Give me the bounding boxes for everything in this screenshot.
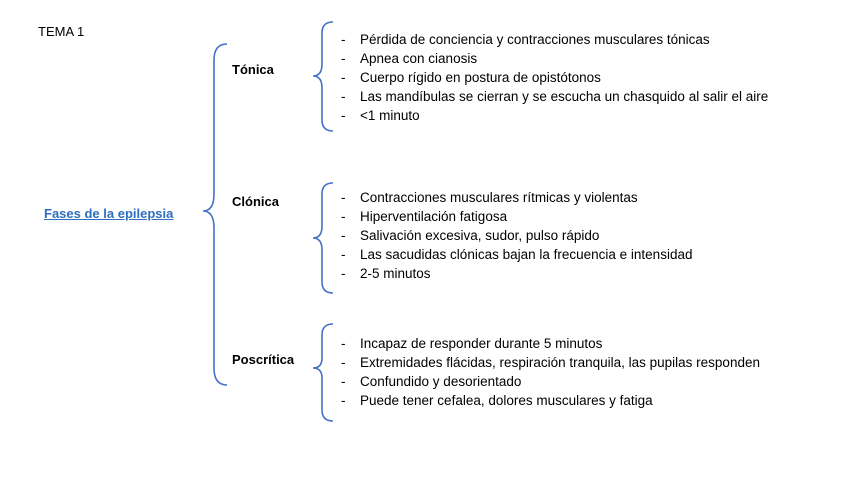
bullet-dash: - xyxy=(341,209,346,224)
bullet-dash: - xyxy=(341,247,346,262)
list-item-text: Apnea con cianosis xyxy=(360,51,478,66)
list-item-text: Extremidades flácidas, respiración tranquila, las pupilas responden xyxy=(360,355,760,370)
list-item-text: Confundido y desorientado xyxy=(360,374,522,389)
list-item-text: Las mandíbulas se cierran y se escucha un chasquido al salir el aire xyxy=(360,89,769,104)
poscritica-brace xyxy=(313,324,333,421)
bullet-dash: - xyxy=(341,374,346,389)
phase-label-clonica: Clónica xyxy=(232,194,279,209)
list-item-text: Pérdida de conciencia y contracciones musculares tónicas xyxy=(360,32,710,47)
bullet-dash: - xyxy=(341,70,346,85)
list-item-text: Puede tener cefalea, dolores musculares y fatiga xyxy=(360,393,653,408)
phase-label-tonica: Tónica xyxy=(232,62,274,77)
bullet-dash: - xyxy=(341,266,346,281)
bullet-dash: - xyxy=(341,393,346,408)
bullet-dash: - xyxy=(341,89,346,104)
root-topic-link[interactable]: Fases de la epilepsia xyxy=(44,206,174,221)
bullet-dash: - xyxy=(341,51,346,66)
bullet-dash: - xyxy=(341,108,346,123)
list-item-text: Contracciones musculares rítmicas y violentas xyxy=(360,190,638,205)
page-title: TEMA 1 xyxy=(38,24,85,39)
list-item-text: Cuerpo rígido en postura de opistótonos xyxy=(360,70,601,85)
clonica-brace xyxy=(313,183,333,293)
list-item-text: Las sacudidas clónicas bajan la frecuencia e intensidad xyxy=(360,247,693,262)
main-brace xyxy=(203,44,227,385)
list-item-text: 2-5 minutos xyxy=(360,266,431,281)
bullet-dash: - xyxy=(341,228,346,243)
bullet-dash: - xyxy=(341,336,346,351)
list-item-text: Hiperventilación fatigosa xyxy=(360,209,508,224)
list-item-text: Salivación excesiva, sudor, pulso rápido xyxy=(360,228,600,243)
bullet-dash: - xyxy=(341,32,346,47)
bullet-dash: - xyxy=(341,190,346,205)
phase-label-poscritica: Poscrítica xyxy=(232,352,295,367)
bullet-dash: - xyxy=(341,355,346,370)
list-item-text: Incapaz de responder durante 5 minutos xyxy=(360,336,603,351)
tonica-brace xyxy=(313,22,333,131)
list-item-text: <1 minuto xyxy=(360,108,420,123)
